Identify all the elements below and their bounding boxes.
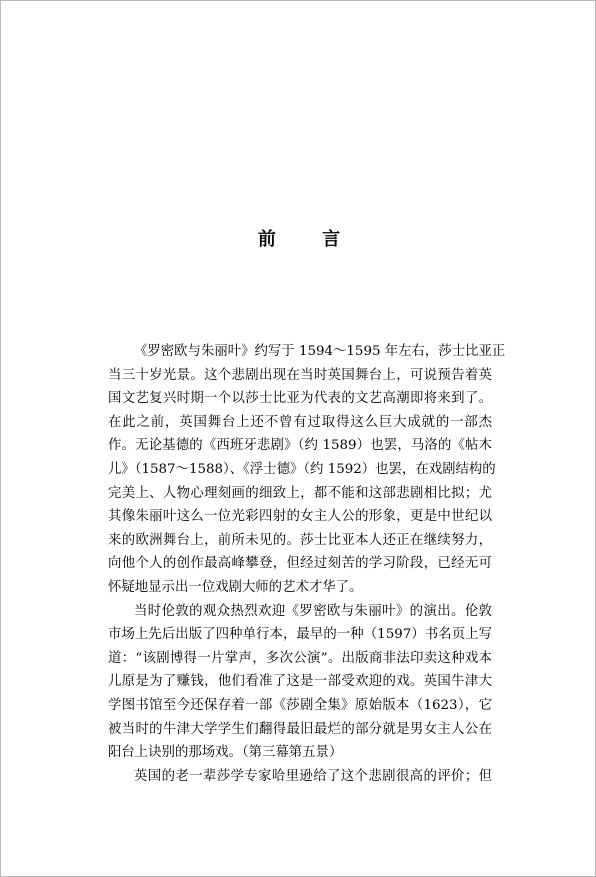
text-line: 作。无论基德的《西班牙悲剧》（约 1589）也罢，马洛的《帖木: [108, 438, 492, 454]
text-line: 儿》（1587～1588）、《浮士德》（约 1592）也罢，在戏剧结构的: [108, 461, 496, 477]
page-title: 前 言: [257, 229, 361, 250]
paragraph-1: [108, 340, 506, 600]
text-line: 学图书馆至今还保存着一部《莎剧全集》原始版本（1623），它: [108, 697, 492, 713]
paragraph-3: [108, 765, 492, 789]
body-text: [108, 340, 506, 788]
text-line: 英国的老一辈莎学专家哈里逊给了这个悲剧很高的评价；但: [134, 768, 492, 784]
text-line: 当三十岁光景。这个悲剧出现在当时英国舞台上，可说预告着英: [108, 367, 492, 383]
text-line: 被当时的牛津大学学生们翻得最旧最烂的部分就是男女主人公在: [108, 721, 492, 737]
text-line: 道：“该剧博得一片掌声，多次公演”。出版商非法印卖这种戏本: [108, 650, 492, 666]
paragraph-2: [108, 600, 492, 765]
text-line: 儿原是为了赚钱，他们看准了这是一部受欢迎的戏。英国牛津大: [108, 674, 492, 690]
text-line: 怀疑地显示出一位戏剧大师的艺术才华了。: [108, 579, 363, 595]
text-line: 在此之前，英国舞台上还不曾有过取得这么巨大成就的一部杰: [108, 414, 492, 430]
text-line: 阳台上诀别的那场戏。（第三幕第五景）: [108, 745, 343, 761]
text-line: 向他个人的创作最高峰攀登，但经过刻苦的学习阶段，已经无可: [108, 556, 492, 572]
text-line: 当时伦敦的观众热烈欢迎《罗密欧与朱丽叶》的演出。伦敦: [134, 603, 492, 619]
text-line: 国文艺复兴时期一个以莎士比亚为代表的文艺高潮即将来到了。: [108, 391, 492, 407]
text-line: 来的欧洲舞台上，前所未见的。莎士比亚本人还正在继续努力，: [108, 532, 492, 548]
text-line: 《罗密欧与朱丽叶》约写于 1594～1595 年左右，莎士比亚正: [134, 344, 506, 359]
text-line: 其像朱丽叶这么一位光彩四射的女主人公的形象，更是中世纪以: [108, 509, 492, 525]
text-line: 完美上、人物心理刻画的细致上，都不能和这部悲剧相比拟；尤: [108, 485, 492, 501]
text-line: 市场上先后出版了四种单行本，最早的一种（1597）书名页上写: [108, 627, 492, 643]
